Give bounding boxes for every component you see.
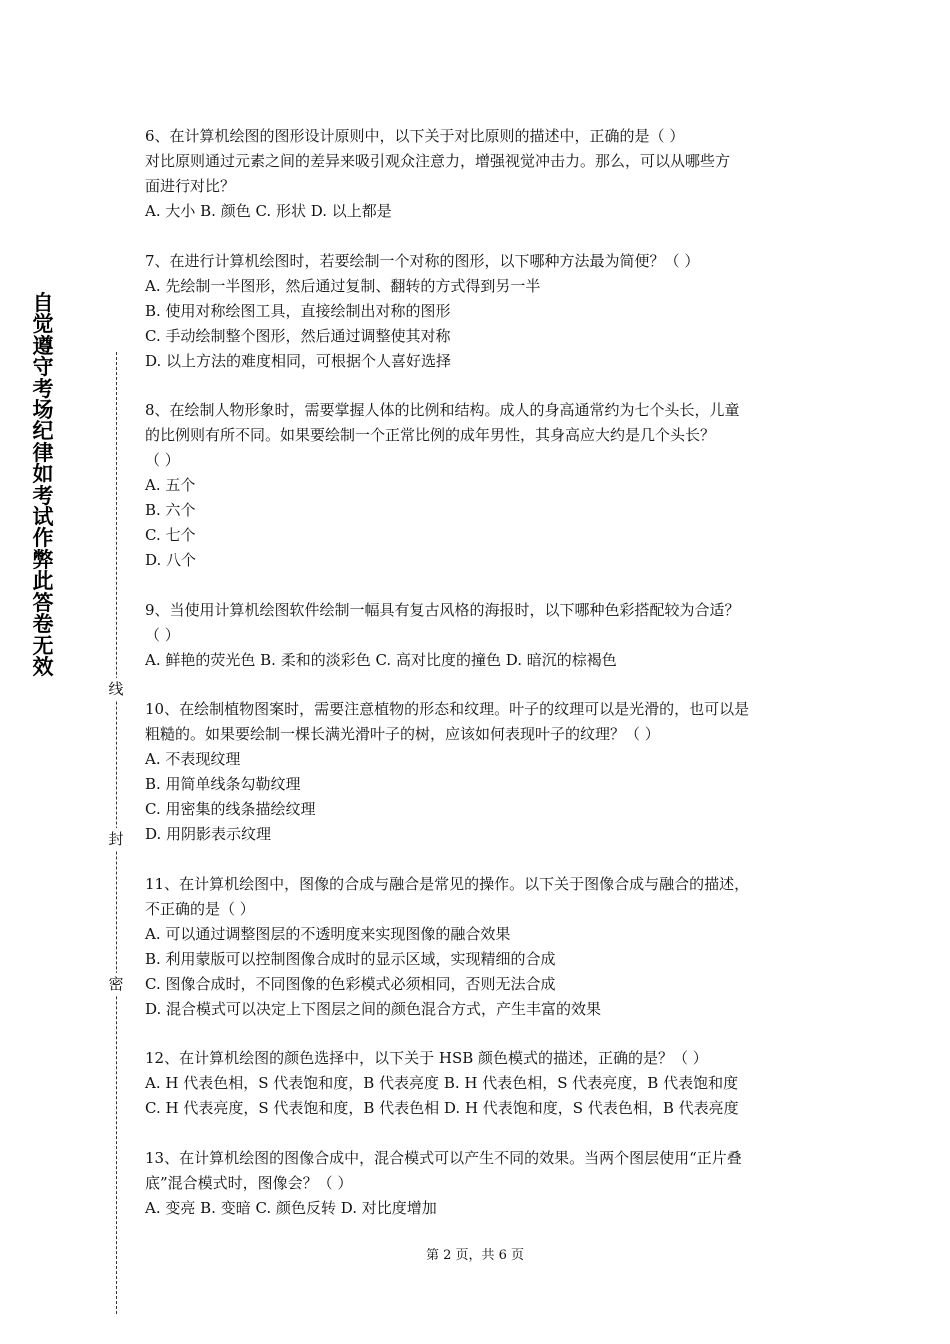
question-line: 10、在绘制植物图案时，需要注意植物的形态和纹理。叶子的纹理可以是光滑的，也可以是 [145,700,750,718]
exam-discipline-notice: 自觉遵守考场纪律如考试作弊此答卷无效 [32,291,54,679]
answer-options: A. 大小 B. 颜色 C. 形状 D. 以上都是 [145,202,392,220]
answer-option: A. 可以通过调整图层的不透明度来实现图像的融合效果 [145,924,511,943]
answer-option: B. 用简单线条勾勒纹理 [145,775,301,793]
question-8 [145,398,810,573]
answer-options: C. H 代表亮度，S 代表饱和度，B 代表色相 D. H 代表饱和度，S 代表色相，B 代表亮度 [145,1099,739,1117]
answer-options: A. H 代表色相，S 代表饱和度，B 代表亮度 B. H 代表色相，S 代表亮度，B 代表饱和度 [145,1074,739,1092]
answer-option: A. 先绘制一半图形，然后通过复制、翻转的方式得到另一半 [145,276,541,295]
answer-options: A. 鲜艳的荧光色 B. 柔和的淡彩色 C. 高对比度的撞色 D. 暗沉的棕褐色 [145,650,617,669]
question-7 [145,249,810,374]
answer-option: C. 用密集的线条描绘纹理 [145,800,316,818]
question-11 [145,872,810,1022]
binding-mark-seal: 封 [105,828,127,850]
answer-option: A. 不表现纹理 [145,750,241,768]
answer-option: A. 五个 [145,476,196,494]
question-9 [145,598,810,673]
question-line: 6、在计算机绘图的图形设计原则中，以下关于对比原则的描述中，正确的是（ ） [145,127,685,145]
question-line: 7、在进行计算机绘图时，若要绘制一个对称的图形，以下哪种方法最为简便？（ ） [145,251,700,270]
question-line: （ ） [145,451,180,469]
binding-mark-line: 线 [105,678,127,700]
question-line: 9、当使用计算机绘图软件绘制一幅具有复古风格的海报时，以下哪种色彩搭配较为合适？ [145,600,740,619]
answer-option: D. 八个 [145,551,197,569]
answer-option: D. 以上方法的难度相同，可根据个人喜好选择 [145,351,452,370]
question-list [145,124,810,1245]
question-line: 13、在计算机绘图的图像合成中，混合模式可以产生不同的效果。当两个图层使用“正片叠 [145,1148,742,1167]
question-line: 底”混合模式时，图像会？（ ） [145,1173,353,1192]
question-10 [145,697,810,847]
question-13 [145,1146,810,1221]
answer-options: A. 变亮 B. 变暗 C. 颜色反转 D. 对比度增加 [145,1198,437,1217]
page-number: 第 2 页，共 6 页 [425,1248,525,1263]
question-line: 对比原则通过元素之间的差异来吸引观众注意力，增强视觉冲击力。那么，可以从哪些方 [145,152,731,170]
answer-option: B. 使用对称绘图工具，直接绘制出对称的图形 [145,301,451,320]
question-12 [145,1046,810,1121]
question-line: 的比例则有所不同。如果要绘制一个正常比例的成年男性，其身高应大约是几个头长？ [145,426,716,444]
question-6 [145,124,810,224]
answer-option: B. 六个 [145,501,196,519]
question-line: 面进行对比？ [145,177,236,195]
question-line: 12、在计算机绘图的颜色选择中，以下关于 HSB 颜色模式的描述，正确的是？（ ） [145,1049,708,1067]
answer-option: C. 手动绘制整个图形，然后通过调整使其对称 [145,326,451,345]
question-line: （ ） [145,625,180,644]
answer-option: D. 混合模式可以决定上下图层之间的颜色混合方式，产生丰富的效果 [145,999,602,1018]
answer-option: C. 七个 [145,526,196,544]
answer-option: C. 图像合成时，不同图像的色彩模式必须相同，否则无法合成 [145,974,556,993]
binding-mark-secret: 密 [105,973,127,995]
answer-option: D. 用阴影表示纹理 [145,825,272,843]
question-line: 11、在计算机绘图中，图像的合成与融合是常见的操作。以下关于图像合成与融合的描述， [145,874,750,893]
question-line: 8、在绘制人物形象时，需要掌握人体的比例和结构。成人的身高通常约为七个头长，儿童 [145,401,740,419]
question-line: 不正确的是（ ） [145,899,255,918]
answer-option: B. 利用蒙版可以控制图像合成时的显示区域，实现精细的合成 [145,949,556,968]
question-line: 粗糙的。如果要绘制一棵长满光滑叶子的树，应该如何表现叶子的纹理？（ ） [145,725,660,743]
